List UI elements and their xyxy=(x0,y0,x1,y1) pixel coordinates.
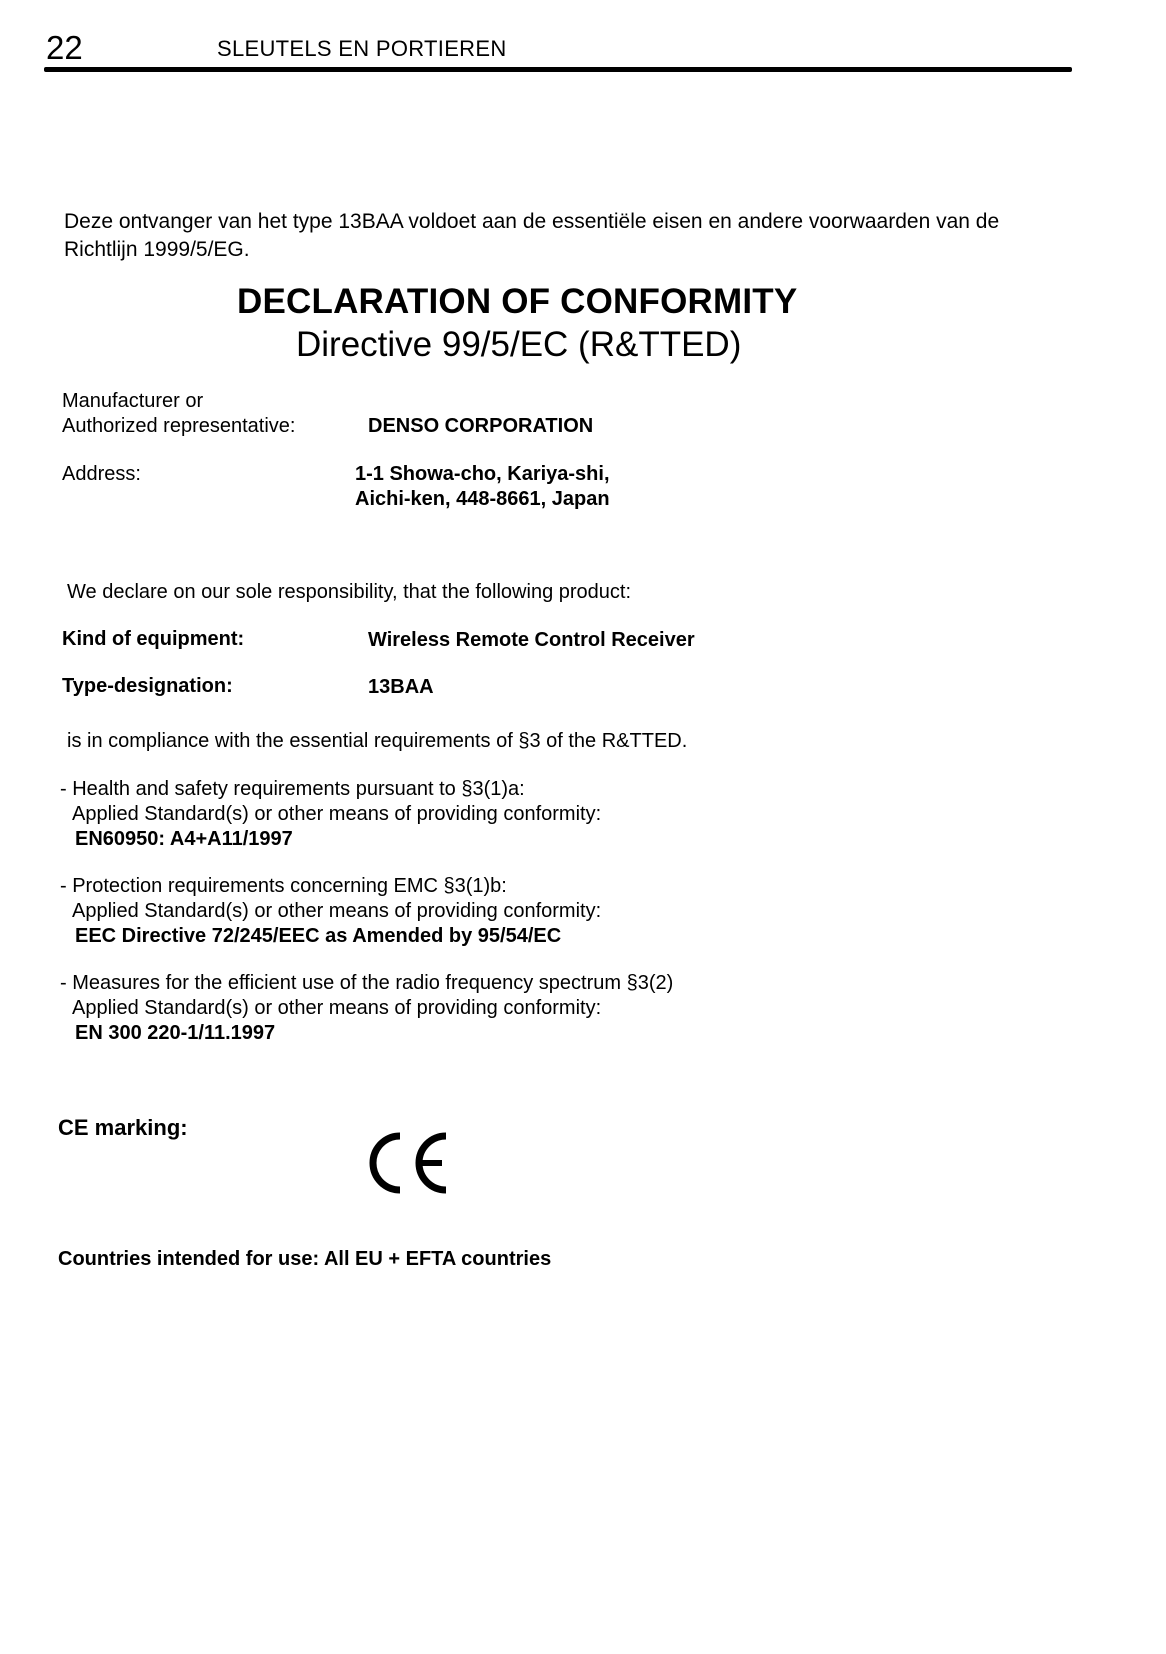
equipment-label: Kind of equipment: xyxy=(62,628,245,650)
declare-statement: We declare on our sole responsibility, that the following product: xyxy=(67,581,632,603)
requirement-standard: EN 300 220-1/11.1997 xyxy=(75,1022,276,1044)
manufacturer-value: DENSO CORPORATION xyxy=(368,415,594,437)
requirement-applied: Applied Standard(s) or other means of providing conformity: xyxy=(72,997,602,1019)
requirement-standard: EN60950: A4+A11/1997 xyxy=(75,828,293,850)
representative-label: Authorized representative: xyxy=(62,415,296,437)
address-label: Address: xyxy=(62,463,141,485)
requirement-heading: - Health and safety requirements pursuant to §3(1)a: xyxy=(60,778,525,800)
requirement-applied: Applied Standard(s) or other means of providing conformity: xyxy=(72,900,602,922)
declaration-subtitle: Directive 99/5/EC (R&TTED) xyxy=(296,325,742,364)
header-rule xyxy=(44,67,1072,72)
declaration-title: DECLARATION OF CONFORMITY xyxy=(237,282,798,321)
requirement-heading: - Measures for the efficient use of the radio frequency spectrum §3(2) xyxy=(60,972,674,994)
compliance-statement: is in compliance with the essential requirements of §3 of the R&TTED. xyxy=(67,730,688,752)
address-line-1: 1-1 Showa-cho, Kariya-shi, xyxy=(355,463,610,485)
page-number: 22 xyxy=(46,29,83,66)
address-line-2: Aichi-ken, 448-8661, Japan xyxy=(355,488,610,510)
ce-mark-icon xyxy=(362,1128,452,1198)
ce-marking-label: CE marking: xyxy=(58,1115,188,1140)
countries-statement: Countries intended for use: All EU + EFTA countries xyxy=(58,1248,552,1270)
requirement-standard: EEC Directive 72/245/EEC as Amended by 95/54/EC xyxy=(75,925,562,947)
section-title: SLEUTELS EN PORTIEREN xyxy=(217,36,507,61)
type-label: Type-designation: xyxy=(62,675,233,697)
requirement-applied: Applied Standard(s) or other means of providing conformity: xyxy=(72,803,602,825)
equipment-value: Wireless Remote Control Receiver xyxy=(368,629,695,651)
manufacturer-label: Manufacturer or xyxy=(62,390,204,412)
type-value: 13BAA xyxy=(368,676,434,698)
requirement-heading: - Protection requirements concerning EMC §3(1)b: xyxy=(60,875,507,897)
intro-paragraph: Deze ontvanger van het type 13BAA voldoet aan de essentiële eisen en andere voorwaarden van de Richtlijn 1999/5/EG. xyxy=(64,210,1000,261)
